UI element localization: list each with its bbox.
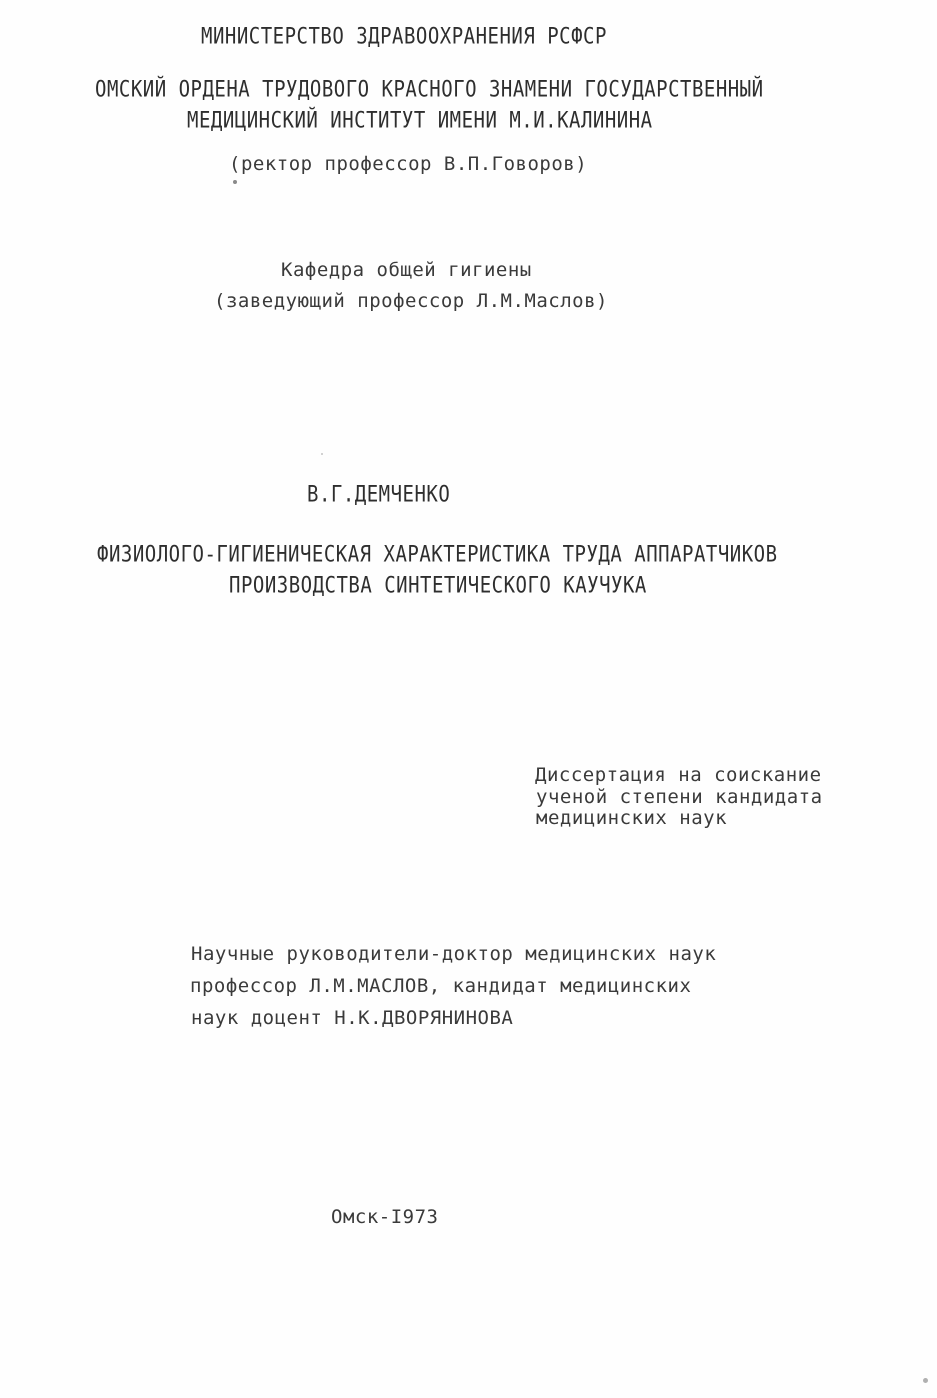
department-name: Кафедра общей гигиены: [281, 259, 532, 281]
department-head: (заведующий профессор Л.М.Маслов): [214, 290, 608, 312]
degree-statement-line-1: Диссертация на соискание: [535, 764, 822, 786]
supervisors-line-2: профессор Л.М.МАСЛОВ, кандидат медицинских: [190, 975, 692, 997]
paper-speck: [233, 180, 237, 184]
author-name: В.Г.ДЕМЧЕНКО: [307, 482, 451, 508]
dissertation-title-line-2: ПРОИЗВОДСТВА СИНТЕТИЧЕСКОГО КАУЧУКА: [229, 573, 647, 599]
ministry-heading: МИНИСТЕРСТВО ЗДРАВООХРАНЕНИЯ РСФСР: [201, 24, 607, 50]
institute-name-line-2: МЕДИЦИНСКИЙ ИНСТИТУТ ИМЕНИ М.И.КАЛИНИНА: [187, 108, 653, 134]
paper-speck: [923, 1378, 928, 1383]
institute-name-line-1: ОМСКИЙ ОРДЕНА ТРУДОВОГО КРАСНОГО ЗНАМЕНИ ГОСУДАРСТВЕННЫЙ: [95, 77, 764, 103]
dissertation-title-line-1: ФИЗИОЛОГО-ГИГИЕНИЧЕСКАЯ ХАРАКТЕРИСТИКА ТРУДА АППАРАТЧИКОВ: [97, 542, 778, 568]
degree-statement-line-3: медицинских наук: [536, 807, 728, 829]
rector-line: (ректор профессор В.П.Говоров): [229, 153, 588, 175]
supervisors-line-1: Научные руководители-доктор медицинских наук: [191, 943, 717, 965]
city-year: Омск-I973: [331, 1206, 439, 1228]
degree-statement-line-2: ученой степени кандидата: [536, 786, 823, 808]
paper-speck: [321, 453, 323, 455]
supervisors-line-3: наук доцент Н.К.ДВОРЯНИНОВА: [191, 1007, 514, 1029]
